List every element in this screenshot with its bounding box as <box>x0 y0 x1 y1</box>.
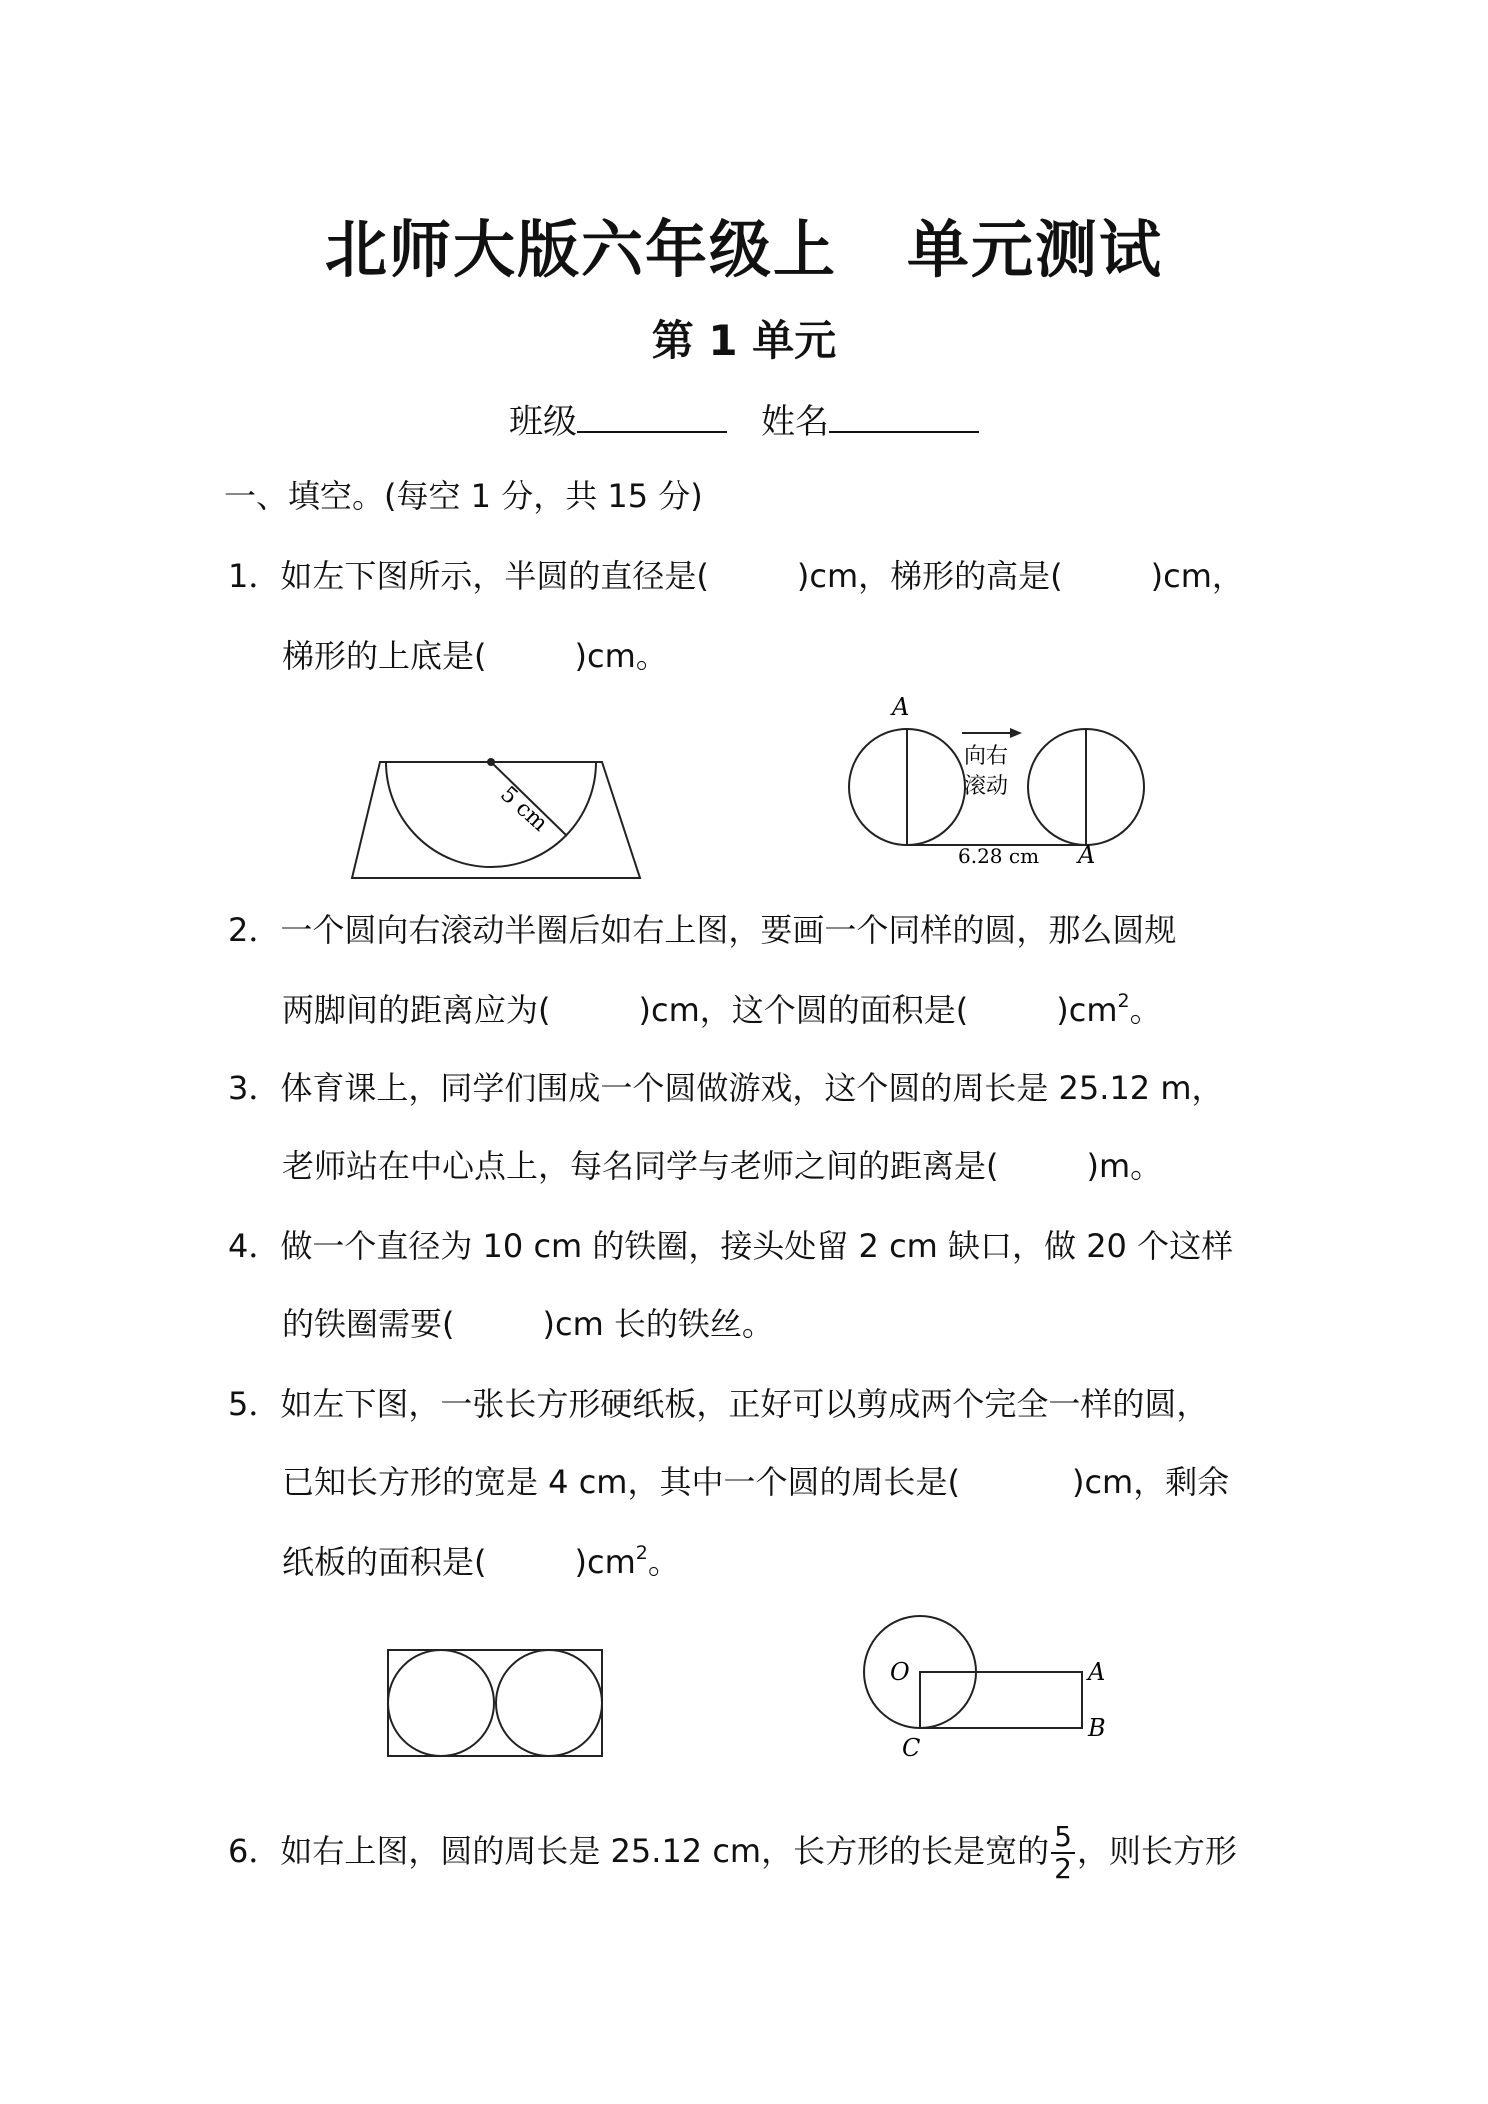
question-4-line-1: 4．做一个直径为 10 cm 的铁圈，接头处留 2 cm 缺口，做 20 个这样 <box>228 1227 1234 1265</box>
question-4-line-2: 的铁圈需要( )cm 长的铁丝。 <box>282 1305 774 1343</box>
question-5-line-3: 纸板的面积是( )$cm^2$。 <box>282 1542 680 1581</box>
rolling-circle-figure <box>840 695 1160 875</box>
circle-rectangle-figure <box>850 1608 1110 1768</box>
class-label: 班级 <box>509 402 577 442</box>
question-number: 3． <box>228 1069 281 1107</box>
center-dot <box>487 758 495 766</box>
name-blank[interactable] <box>829 401 979 433</box>
question-1-line-2: 梯形的上底是( )cm。 <box>282 637 668 675</box>
question-6-line-1: 6．如右上图，圆的周长是 25.12 cm，长方形的长是宽的 $\frac{5}{2}$ ，则长方形 <box>228 1820 1237 1885</box>
question-number: 4． <box>228 1227 281 1265</box>
title-left: 北师大版六年级上 <box>324 213 837 286</box>
class-blank[interactable] <box>577 401 727 433</box>
trapezoid-shape <box>352 762 640 878</box>
arrow-head <box>1010 728 1022 738</box>
trapezoid-semicircle-figure <box>340 752 650 882</box>
semicircle-arc <box>386 762 596 867</box>
question-2-line-1: 2．一个圆向右滚动半圈后如右上图，要画一个同样的圆，那么圆规 <box>228 911 1177 949</box>
label-b: B <box>1088 1714 1106 1742</box>
fraction: $\frac{5}{2}$ <box>1051 1822 1075 1884</box>
label-a-top: A <box>892 695 910 721</box>
rectangle-two-circles-figure <box>384 1646 606 1760</box>
unit-subtitle: 第 1 单元 <box>651 316 837 365</box>
student-info-line <box>0 394 1488 443</box>
circle-right <box>496 1650 602 1756</box>
section-heading: 一、填空。(每空 1 分，共 15 分) <box>224 477 703 515</box>
label-a: A <box>1088 1658 1106 1686</box>
title-right: 单元测试 <box>907 213 1164 286</box>
question-2-line-2: 两脚间的距离应为( )cm，这个圆的面积是( )$cm^2$。 <box>282 990 1162 1029</box>
page-title <box>0 200 1488 289</box>
question-3-line-1: 3．体育课上，同学们围成一个圆做游戏，这个圆的周长是 25.12 m， <box>228 1069 1224 1107</box>
question-number: 1． <box>228 557 281 595</box>
question-5-line-1: 5．如左下图，一张长方形硬纸板，正好可以剪成两个完全一样的圆， <box>228 1385 1209 1423</box>
question-number: 5． <box>228 1385 281 1423</box>
circle-left <box>388 1650 494 1756</box>
roll-text-2: 滚动 <box>964 774 1009 799</box>
question-5-line-2: 已知长方形的宽是 4 cm，其中一个圆的周长是( )cm，剩余 <box>282 1463 1230 1501</box>
distance-label: 6.28 cm <box>958 844 1040 868</box>
label-a-bottom: A <box>1078 841 1096 869</box>
question-number: 6． <box>228 1832 281 1870</box>
question-number: 2． <box>228 911 281 949</box>
radius-label: 5 cm <box>495 781 553 837</box>
rectangle-shape <box>920 1672 1082 1728</box>
roll-text-1: 向右 <box>964 744 1009 769</box>
label-o: O <box>890 1658 910 1686</box>
question-3-line-2: 老师站在中心点上，每名同学与老师之间的距离是( )m。 <box>282 1147 1163 1185</box>
question-1-line-1: 1．如左下图所示，半圆的直径是( )cm，梯形的高是( )cm， <box>228 557 1244 595</box>
name-label: 姓名 <box>761 402 829 442</box>
label-c: C <box>902 1734 921 1762</box>
